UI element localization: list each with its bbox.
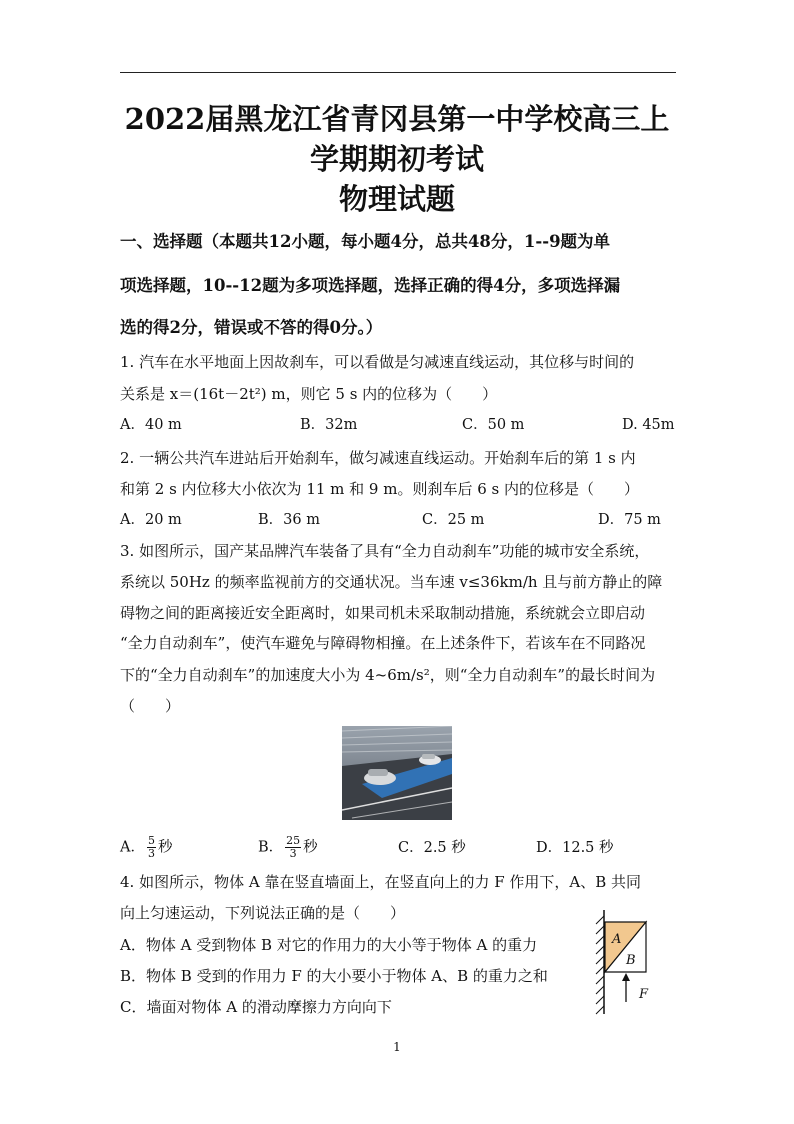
q3-option-a-fraction [147, 835, 156, 860]
q3-option-b-unit: 秒 [303, 839, 318, 856]
q1-line2: 关系是 x＝(16t－2t²) m，则它 5 s 内的位移为（ ） [120, 385, 498, 403]
header-rule [120, 72, 676, 73]
q3-option-d: D．12.5 秒 [536, 840, 614, 856]
q1-option-c: C．50 m [462, 417, 525, 433]
exam-subject-title: 物理试题 [338, 182, 455, 216]
q3-option-b-label: B． [258, 839, 284, 856]
q2-option-a: A．20 m [120, 512, 182, 528]
diagram-label-f: F [639, 987, 649, 1002]
q4-option-a: A．物体 A 受到物体 B 对它的作用力的大小等于物体 A 的重力 [120, 936, 538, 954]
q2-option-c: C．25 m [422, 512, 485, 528]
q3-option-c: C．2.5 秒 [398, 840, 466, 856]
q3-line5: 下的“全力自动刹车”的加速度大小为 4~6m/s²，则“全力自动刹车”的最长时间为 [120, 666, 656, 684]
section-instructions-line3: 选的得2分，错误或不答的得0分。） [120, 318, 383, 337]
section-instructions-line1: 一、选择题（本题共12小题，每小题4分，总共48分，1--9题为单 [120, 232, 611, 251]
q4-line1: 4. 如图所示，物体 A 靠在竖直墙面上，在竖直向上的力 F 作用下，A、B 共同 [120, 873, 642, 891]
q3-option-a-numerator: 5 [147, 834, 155, 847]
q3-option-b-numerator: 25 [286, 834, 301, 847]
q4-option-c: C．墙面对物体 A 的滑动摩擦力方向向下 [120, 998, 392, 1016]
q2-option-b: B．36 m [258, 512, 320, 528]
q3-line2: 系统以 50Hz 的频率监视前方的交通状况。当车速 v≤36km/h 且与前方静止的障 [120, 573, 663, 591]
page-number: 1 [393, 1040, 401, 1054]
section-instructions-line2: 项选择题，10--12题为多项选择题，选择正确的得4分，多项选择漏 [120, 276, 621, 295]
q4-line2: 向上匀速运动，下列说法正确的是（ ） [120, 904, 406, 922]
q2-option-d: D．75 m [598, 512, 661, 528]
diagram-label-a: A [612, 932, 622, 947]
q3-line1: 3. 如图所示，国产某品牌汽车装备了具有“全力自动刹车”功能的城市安全系统， [120, 542, 650, 560]
wall-blocks-force-diagram [592, 906, 664, 1018]
car-braking-photo [342, 726, 452, 820]
q2-line1: 2. 一辆公共汽车进站后开始刹车，做匀减速直线运动。开始刹车后的第 1 s 内 [120, 449, 636, 467]
q4-option-b: B．物体 B 受到的作用力 F 的大小要小于物体 A、B 的重力之和 [120, 967, 548, 985]
q3-line3: 碍物之间的距离接近安全距离时，如果司机未采取制动措施，系统就会立即启动 [120, 604, 646, 622]
q3-option-b-fraction [285, 835, 301, 860]
q1-option-a: A．40 m [120, 417, 182, 433]
q3-option-a-denominator: 3 [147, 847, 155, 860]
q3-line6: （ ） [120, 697, 181, 715]
q1-option-b: B．32m [300, 417, 358, 433]
q1-line1: 1. 汽车在水平地面上因故刹车，可以看做是匀减速直线运动，其位移与时间的 [120, 353, 635, 371]
diagram-label-b: B [626, 953, 636, 968]
q3-option-a-label: A． [120, 839, 145, 856]
exam-title-line1: 2022届黑龙江省青冈县第一中学校高三上 [124, 102, 670, 136]
q3-line4: “全力自动刹车”，使汽车避免与障碍物相撞。在上述条件下，若该车在不同路况 [120, 634, 646, 652]
q3-option-a [120, 835, 172, 860]
q3-option-a-unit: 秒 [157, 839, 173, 856]
q2-line2: 和第 2 s 内位移大小依次为 11 m 和 9 m。则刹车后 6 s 内的位移是（ ） [120, 480, 640, 498]
q1-option-d: D. 45m [622, 417, 675, 433]
q3-option-b [258, 835, 318, 860]
exam-title-line2: 学期期初考试 [309, 142, 484, 176]
q3-option-b-denominator: 3 [289, 847, 297, 860]
